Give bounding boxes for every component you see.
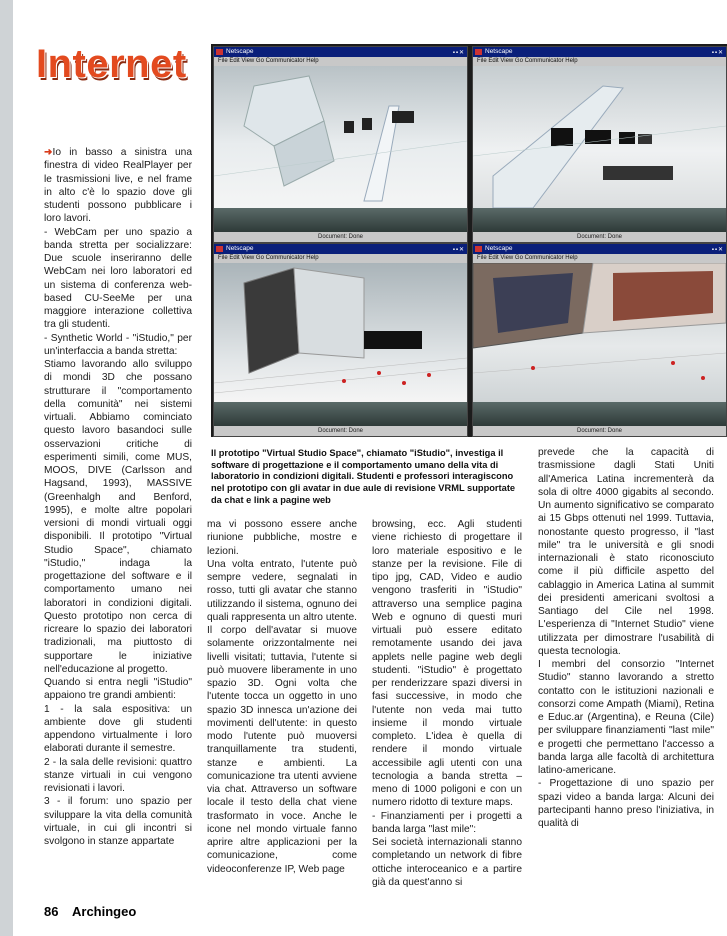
paragraph: Stiamo lavorando allo sviluppo di mondi 3D che possano strutturare il "comportamento della comunità" nei sistemi virtuali. Abbiamo cominciato questo lavoro basandoci sulle osservazioni critiche di esperimenti simili, come MUS, MOOS, DIVE (Carlsson and Hagsand, 1993), MASSIVE (Greenhalgh and Benford, 1995), e molte altre popolari versioni di mondi virtuali oggi disponibili. Il prototipo "Virtual Studio Space", chiamato "iStudio," indaga la progettazione del software e il comportamento umano nei laboratori in condizioni digitali. Questo prototipo non cerca di ricreare lo spazio dei laboratori tradizionali, ma piuttosto di supportare le iniziative nell'educazione al progetto. xyxy=(44,359,192,675)
scene-graphic xyxy=(214,66,467,208)
menu-bar: File Edit View Go Communicator Help xyxy=(214,57,467,66)
menu-bar: File Edit View Go Communicator Help xyxy=(473,57,726,66)
page-edge-strip xyxy=(0,0,13,936)
netscape-window-top-left xyxy=(213,46,468,243)
paragraph: 2 - la sala delle revisioni: quattro stanze virtuali in cui vengono revisionati i lavori. xyxy=(44,756,192,794)
paragraph: 1 - la sala espositiva: un ambiente dove gli studenti appendono virtualmente i loro elaborati durante il semestre. xyxy=(44,703,192,755)
magazine-name: Archingeo xyxy=(72,904,137,919)
paragraph: ma vi possono essere anche riunione pubbliche, mostre e lezioni. xyxy=(207,519,357,557)
section-title: Internet xyxy=(36,42,187,86)
page-number: 86 xyxy=(44,904,59,919)
paragraph: 3 - il forum: uno spazio per sviluppare la vita della comunità virtuale, in cui gli incontri si svolgono in stanze appartate xyxy=(44,796,192,847)
status-bar: Document: Done xyxy=(473,426,726,436)
paragraph: - WebCam per uno spazio a banda stretta per socializzare: Due scuole inseriranno delle WebCam nei loro laboratori ed un sistema di conferenza web-based CU-SeeMe per una maggiore interazione collettiva tra gli studenti. xyxy=(44,226,192,331)
window-buttons-icon: ▪▪✕ xyxy=(452,50,465,56)
window-buttons-icon: ▪▪✕ xyxy=(452,247,465,253)
vrml-scene xyxy=(473,66,726,208)
vrml-scene xyxy=(214,263,467,402)
text-column-3 xyxy=(372,518,522,889)
window-title: Netscape xyxy=(485,48,513,55)
vrml-scene xyxy=(473,263,726,402)
text-column-4 xyxy=(538,446,714,830)
screenshot-collage xyxy=(211,44,727,437)
menu-bar: File Edit View Go Communicator Help xyxy=(473,254,726,263)
paragraph-text: Io in basso a sinistra una finestra di video RealPlayer per le trasmissioni live, e nel frame in alto c'è lo spazio dove gli studenti possono pubblicare i loro lavori. xyxy=(44,147,192,225)
paragraph: - Progettazione di uno spazio per spazi video a banda larga: Alcuni dei partecipanti hanno preso l'iniziativa, in qualità di xyxy=(538,778,714,829)
scene-graphic xyxy=(214,263,467,402)
status-bar: Document: Done xyxy=(214,232,467,242)
menu-bar: File Edit View Go Communicator Help xyxy=(214,254,467,263)
netscape-window-top-right xyxy=(472,46,727,243)
netscape-window-bottom-left xyxy=(213,243,468,437)
netscape-window-bottom-right xyxy=(472,243,727,437)
status-bar: Document: Done xyxy=(214,426,467,436)
vrml-dashboard xyxy=(214,402,467,426)
paragraph: Sei società internazionali stanno completando un network di fibre ottiche interoceanico e a partire già da quest'anno si xyxy=(372,837,522,888)
status-bar: Document: Done xyxy=(473,232,726,242)
vrml-dashboard xyxy=(473,402,726,426)
paragraph xyxy=(44,146,192,226)
scene-graphic xyxy=(473,263,726,402)
text-column-1 xyxy=(44,146,192,848)
arrow-right-icon: ➜ xyxy=(44,147,53,158)
paragraph: - Finanziamenti per i progetti a banda larga "last mile": xyxy=(372,810,522,835)
scene-graphic xyxy=(473,66,726,208)
window-title: Netscape xyxy=(485,245,513,252)
paragraph: Una volta entrato, l'utente può sempre vedere, segnalati in rosso, tutti gli avatar che stanno utilizzando il sistema, ognuno dei quali rappresenta un altro utente. Il corpo dell'avatar si muove solamente orizzontalmente nei livelli visitati; tuttavia, l'utente si può muovere liberamente in uno spazio 3D. Ogni volta che l'utente tocca un oggetto in uno spazio 3D innesca un'azione dei movimenti dell'utente: in questo modo l'utente può muoversi tranquillamente tra studenti, stanze e ambienti. La comunicazione tra utenti avviene via chat. Attraverso un software locale il testo della chat viene trasformato in voce. Anche le icone nel mondo virtuale fanno aprire altre applicazioni per la comunicazione, come videoconferenze IP, Web page xyxy=(207,558,357,875)
window-buttons-icon: ▪▪✕ xyxy=(711,247,724,253)
vrml-scene xyxy=(214,66,467,208)
paragraph: browsing, ecc. Agli studenti viene richiesto di progettare il loro materiale espositivo e le stanze per la revisione. File di tipo jpg, CAD, Video e audio vengono trasferiti in "iStudio" attraverso una semplice pagina Web e ognuno di questi muri virtuali può essere editato remotamente usando dei java applets nelle pagine web degli studenti. "iStudio" è progettato per renderizzare spazi diversi in fasi successive, in modo che l'utente non veda mai tutto insieme il mondo virtuale completo. L'idea è quella di rendere il mondo virtuale accessibile agli utenti con una tecnologia a banda stretta – meno di 1000 poligoni e con un numero ridotto di texture maps. xyxy=(372,519,522,809)
text-column-2 xyxy=(207,518,357,876)
vrml-dashboard xyxy=(214,208,467,232)
window-title: Netscape xyxy=(226,245,254,252)
window-title: Netscape xyxy=(226,48,254,55)
paragraph: prevede che la capacità di trasmissione dagli Stati Uniti all'America Latina incrementerà da sola di oltre 4000 gigabits al secondo. Un aumento significativo se comparato ai 15 Gbps ottenuti nel 1999. Tuttavia, nonostante questo progresso, il "last mile" tra le università e gli snodi internazionali è stato riconosciuto come il più difficile aspetto del cablaggio in America Latina al summit dei presidenti americani svoltosi a Santiago del Cile nel 1998. L'esperienza di "Internet Studio" viene utilizzata per dimostrare l'usabilità di questa tecnologia. xyxy=(538,447,714,657)
paragraph: I membri del consorzio "Internet Studio" stanno lavorando a stretto contatto con le istituzioni nazionali e consorzi come Ampath (Miami), Retina e Educ.ar (Argentina), e Reuna (Cile) per sviluppare finanziamenti "last mile" e progetti che permettano l'accesso a banda larga alle facoltà di architettura latino-americane. xyxy=(538,659,714,776)
window-buttons-icon: ▪▪✕ xyxy=(711,50,724,56)
paragraph: - Synthetic World - "iStudio," per un'interfaccia a banda stretta: xyxy=(44,332,192,357)
vrml-dashboard xyxy=(473,208,726,232)
figure-caption xyxy=(211,448,527,507)
caption-text: Il prototipo "Virtual Studio Space", chiamato "iStudio", investiga il software di progettazione e il comportamento umano della vita di laboratorio in condizioni digitali. Studenti e professori interagiscono nel prototipo con gli avatar in due aule di revisione VRML supportate da chat e link a pagine web xyxy=(211,448,516,505)
paragraph: Quando si entra negli "iStudio" appaiono tre grandi ambienti: xyxy=(44,677,192,702)
